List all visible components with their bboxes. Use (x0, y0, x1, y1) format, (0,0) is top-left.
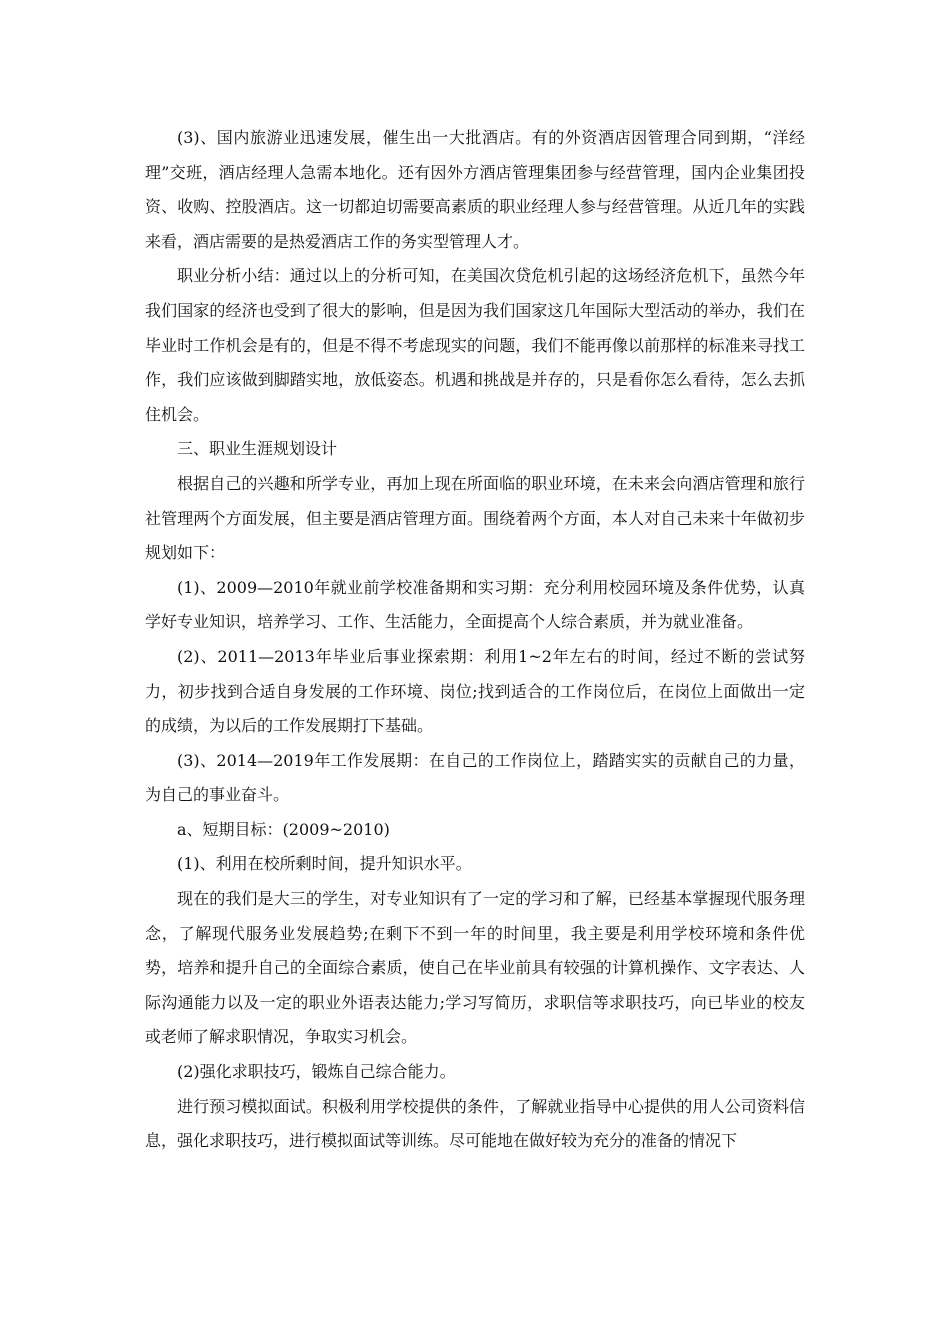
section-heading-career-planning: 三、职业生涯规划设计 (177, 439, 338, 459)
subheading-short-term-goal: a、短期目标：(2009~2010) (177, 819, 390, 839)
paragraph-domestic-tourism: (3)、国内旅游业迅速发展，催生出一大批酒店。有的外资酒店因管理合同到期，“洋经理”交班，酒店经理人急需本地化。还有因外方酒店管理集团参与经营管理，国内企业集团投资、收购、控股酒店。这一切都迫切需要高素质的职业经理人参与经营管理。从近几年的实践来看，酒店需要的是热爱酒店工作的务实型管理人才。 (145, 128, 805, 251)
paragraph-career-analysis-summary: 职业分析小结：通过以上的分析可知，在美国次贷危机引起的这场经济危机下，虽然今年我们国家的经济也受到了很大的影响，但是因为我们国家这几年国际大型活动的举办，我们在毕业时工作机会是有的，但是不得不考虑现实的问题，我们不能再像以前那样的标准来寻找工作，我们应该做到脚踏实地，放低姿态。机遇和挑战是并存的，只是看你怎么看待，怎么去抓住机会。 (145, 266, 805, 424)
paragraph-phase-2009-2010: (1)、2009—2010年就业前学校准备期和实习期：充分利用校园环境及条件优势，认真学好专业知识，培养学习、工作、生活能力，全面提高个人综合素质，并为就业准备。 (145, 577, 805, 632)
paragraph-planning-intro: 根据自己的兴趣和所学专业，再加上现在所面临的职业环境，在未来会向酒店管理和旅行社管理两个方面发展，但主要是酒店管理方面。围绕着两个方面，本人对自己未来十年做初步规划如下： (145, 473, 805, 563)
subheading-job-skills: (2)强化求职技巧，锻炼自己综合能力。 (177, 1062, 456, 1082)
paragraph-phase-2011-2013: (2)、2011—2013年毕业后事业探索期：利用1~2年左右的时间，经过不断的尝试努力，初步找到合适自身发展的工作环境、岗位;找到适合的工作岗位后，在岗位上面做出一定的成绩，为以后的工作发展期打下基础。 (145, 646, 805, 736)
document-body (145, 121, 805, 1159)
paragraph-mock-interview: 进行预习模拟面试。积极利用学校提供的条件，了解就业指导中心提供的用人公司资料信息，强化求职技巧，进行模拟面试等训练。尽可能地在做好较为充分的准备的情况下 (145, 1096, 805, 1151)
paragraph-phase-2014-2019: (3)、2014—2019年工作发展期：在自己的工作岗位上，踏踏实实的贡献自己的力量，为自己的事业奋斗。 (145, 750, 805, 805)
paragraph-current-status: 现在的我们是大三的学生，对专业知识有了一定的学习和了解，已经基本掌握现代服务理念，了解现代服务业发展趋势;在剩下不到一年的时间里，我主要是利用学校环境和条件优势，培养和提升自己的全面综合素质，使自己在毕业前具有较强的计算机操作、文字表达、人际沟通能力以及一定的职业外语表达能力;学习写简历，求职信等求职技巧，向已毕业的校友或老师了解求职情况，争取实习机会。 (145, 889, 805, 1047)
subheading-improve-knowledge: (1)、利用在校所剩时间，提升知识水平。 (177, 854, 472, 874)
